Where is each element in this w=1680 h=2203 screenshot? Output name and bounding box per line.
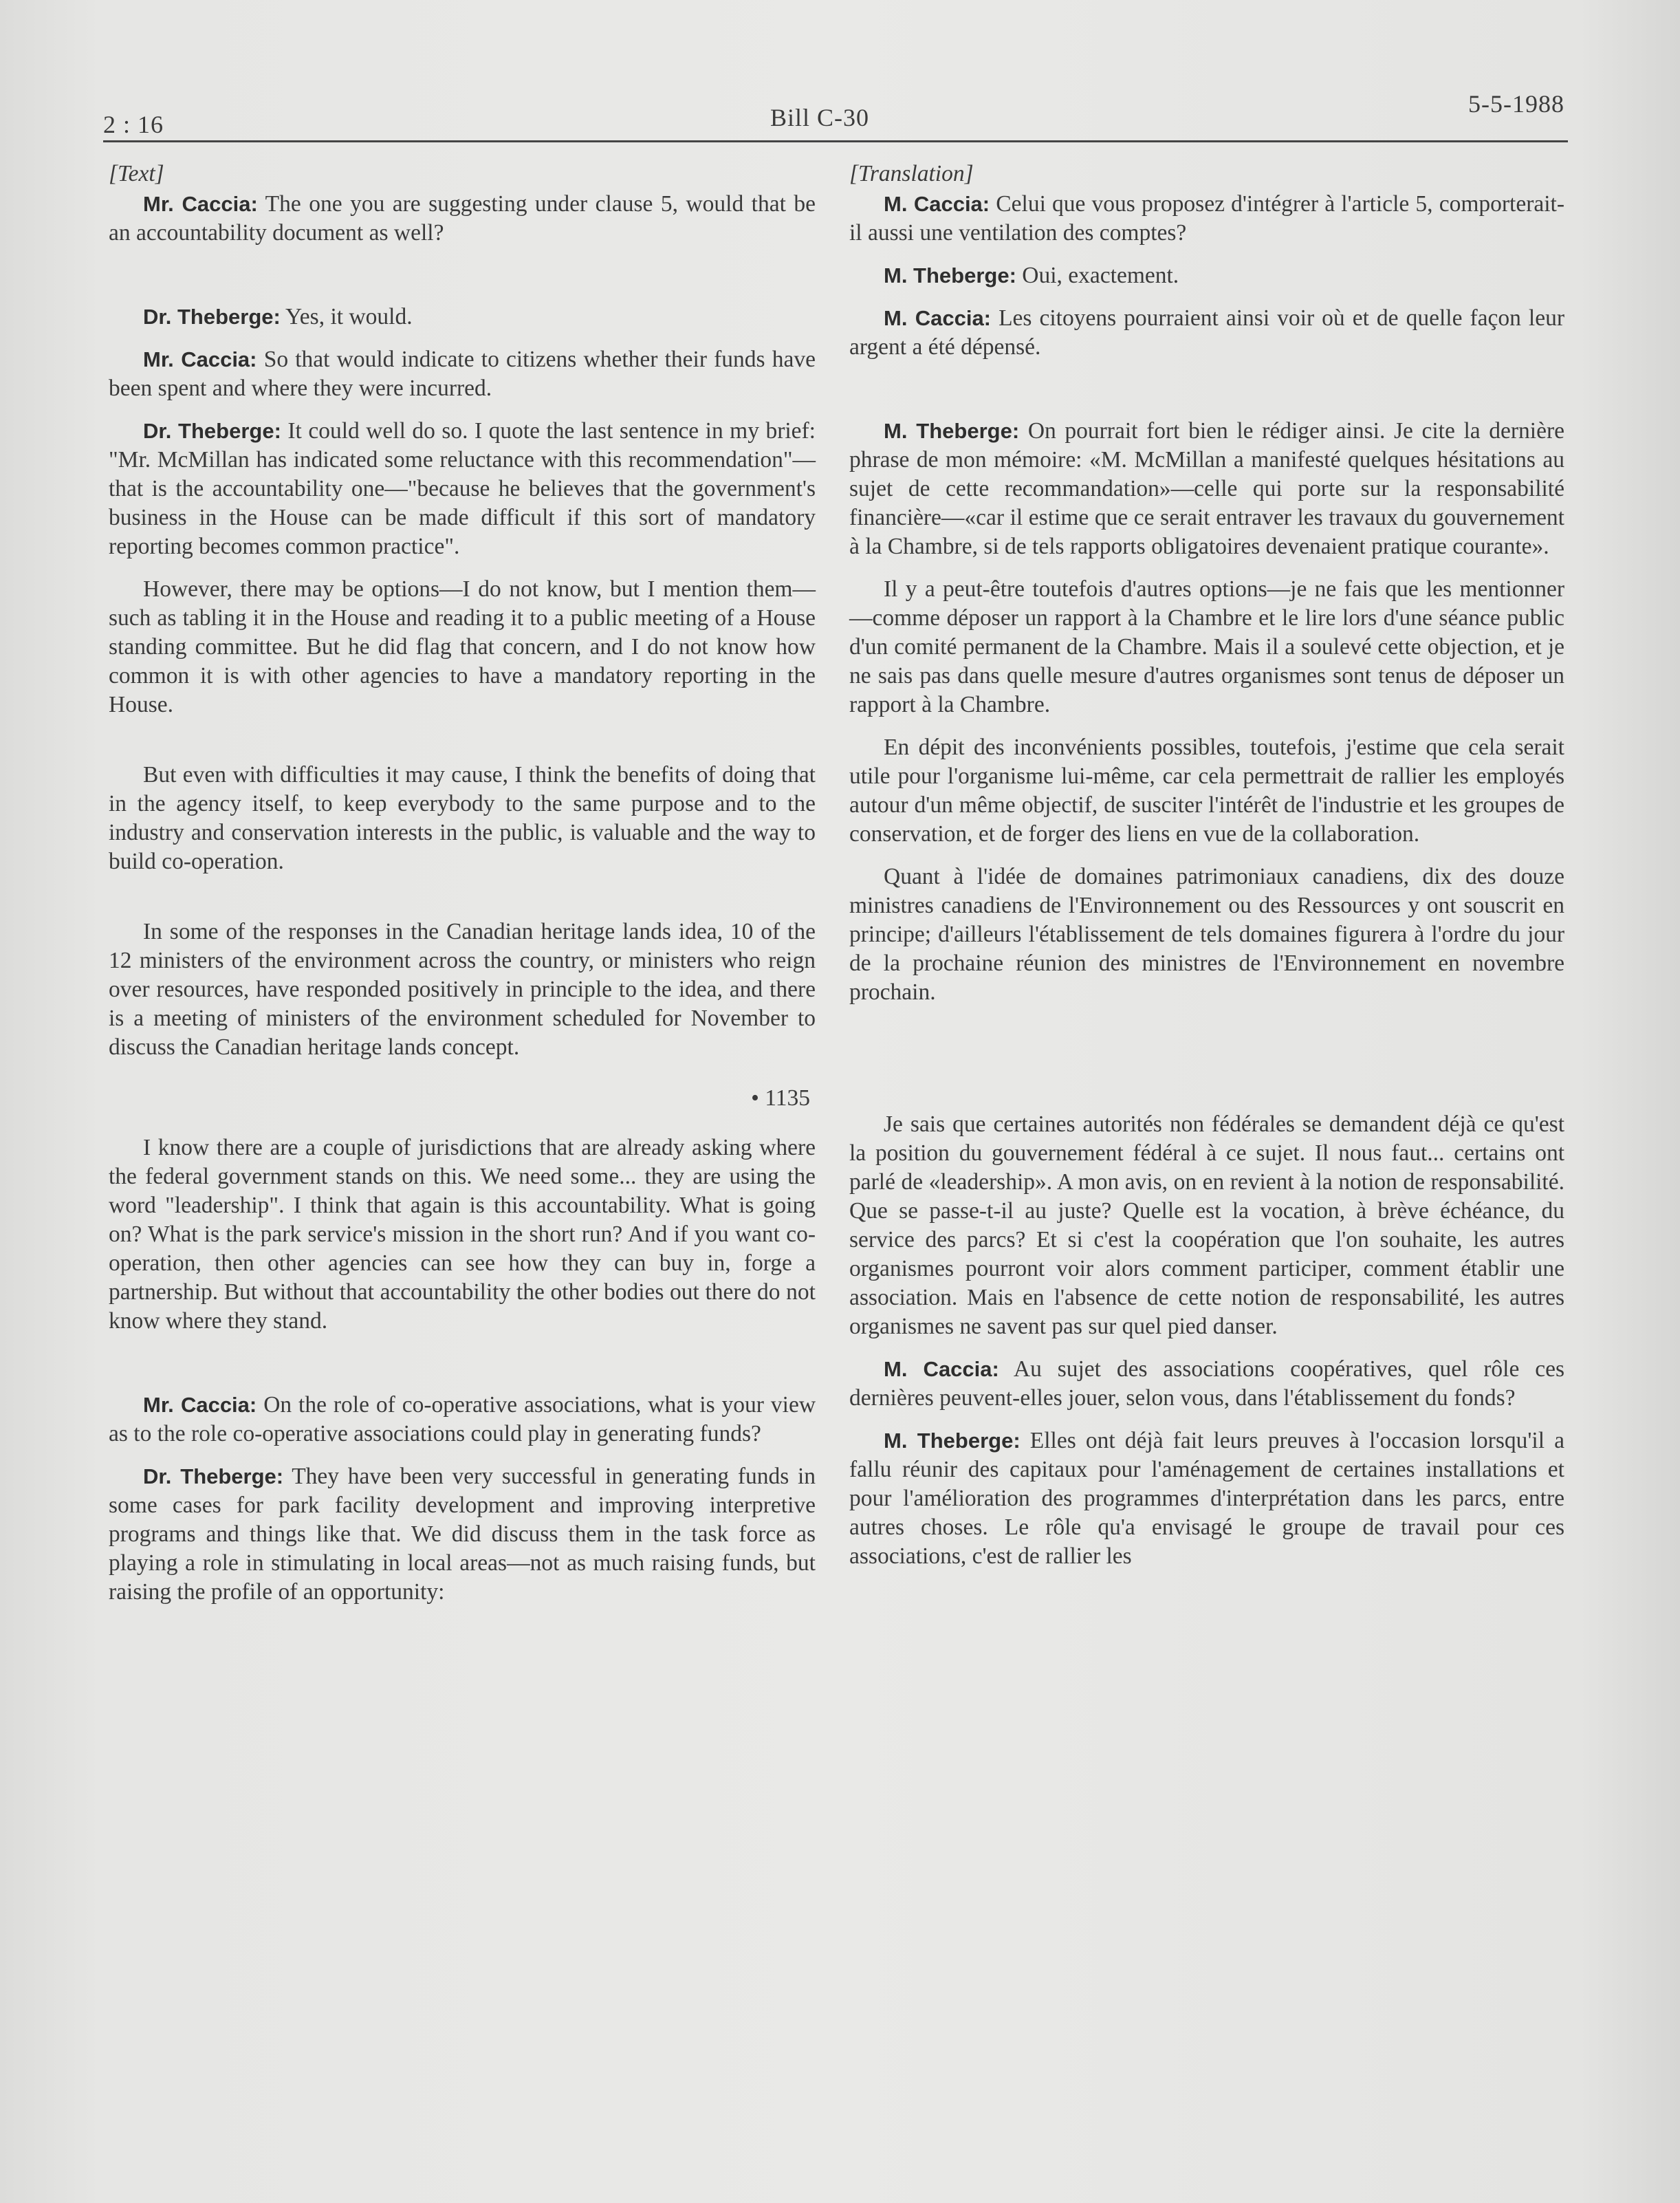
paragraph <box>109 1391 816 1448</box>
speaker-name: Mr. Caccia: <box>143 1393 257 1417</box>
paragraph <box>109 417 816 561</box>
paragraph-text: However, there may be options—I do not know, but I mention them—such as tabling it in the House and reading it to a public meeting of a House standing committee. But he did flag that concern, and I do not know how common it is with other agencies to have a mandatory reporting in the House. <box>109 576 816 717</box>
paragraph-text: On pourrait fort bien le rédiger ainsi. Je cite la dernière phrase de mon mémoire: «M. McMillan a manifesté quelques hésitations au sujet de cette recommandation»—celle qui porte sur la responsabilité financière—«car il estime que ce serait entraver les travaux du gouvernement à la Chambre, si de tels rapports obligatoires devenaient pratique courante». <box>849 418 1565 559</box>
paragraph <box>849 1355 1564 1413</box>
paragraph <box>109 1462 816 1607</box>
paragraph <box>849 862 1564 1007</box>
paragraph <box>109 918 816 1062</box>
speaker-name: Dr. Theberge: <box>143 1464 284 1488</box>
speaker-name: Dr. Theberge: <box>143 305 281 329</box>
paragraph <box>109 345 816 403</box>
bill-title: Bill C-30 <box>770 104 870 131</box>
paragraph-text: Oui, exactement. <box>1022 263 1179 288</box>
paragraph-text: Yes, it would. <box>285 304 413 329</box>
paragraph-text: Les citoyens pourraient ainsi voir où et de quelle façon leur argent a été dépensé. <box>849 305 1565 360</box>
time-marker: • 1135 <box>751 1085 810 1111</box>
page-number: 2 : 16 <box>103 111 164 138</box>
paragraph-text: En dépit des inconvénients possibles, toutefois, j'estime que cela serait utile pour l'organisme lui-même, car cela permettrait de rallier les employés autour d'un même objectif, de susciter l'intérêt de l'industrie et les groupes de conservation, et de forger des liens en vue de la collaboration. <box>849 735 1564 847</box>
speaker-name: Mr. Caccia: <box>143 347 257 371</box>
paragraph-text: The one you are suggesting under clause 5, would that be an accountability document as well? <box>109 191 816 246</box>
speaker-name: M. Caccia: <box>884 192 990 216</box>
paragraph <box>849 190 1564 248</box>
paragraph-text: Il y a peut-être toutefois d'autres options—je ne fais que les mentionner—comme déposer un rapport à la Chambre et le lire lors d'une séance public d'un comité permanent de la Chambre. Mais il a soulevé cette objection, et je ne sais pas dans quelle mesure d'autres organismes sont tenus de déposer un rapport à la Chambre. <box>849 576 1564 717</box>
speaker-name: M. Caccia: <box>884 1357 999 1381</box>
paragraph <box>109 575 816 719</box>
paragraph <box>849 1426 1564 1571</box>
speaker-name: M. Theberge: <box>884 1429 1021 1453</box>
french-column <box>849 160 1564 1571</box>
translation-label: [Translation] <box>849 161 974 186</box>
speaker-name: M. Theberge: <box>884 419 1020 443</box>
speaker-name: M. Caccia: <box>884 306 992 330</box>
paragraph-text: They have been very successful in generating funds in some cases for park facility development and improving interpretive programs and things like that. We did discuss them in the task force as playing a role in stimulating in local areas—not as much raising funds, but raising the profile of an opportunity: <box>109 1464 816 1605</box>
text-label: [Text] <box>109 161 164 186</box>
paragraph <box>849 261 1564 290</box>
paragraph <box>849 304 1564 362</box>
paragraph-text: Quant à l'idée de domaines patrimoniaux canadiens, dix des douze ministres canadiens de l'Environnement ou des Ressources y ont souscrit en principe; d'ailleurs l'établissement de tels domaines figurera à l'ordre du jour de la prochaine réunion des ministres de l'Environnement en novembre prochain. <box>849 864 1564 1005</box>
paragraph <box>109 303 816 332</box>
paragraph <box>109 190 816 248</box>
paragraph-text: On the role of co-operative associations, what is your view as to the role co-operative associations could play in generating funds? <box>109 1392 816 1446</box>
paragraph <box>849 733 1564 849</box>
paragraph-text: In some of the responses in the Canadian heritage lands idea, 10 of the 12 ministers of the environment across the country, or ministers who reign over resources, have responded positively in principle to the idea, and there is a meeting of ministers of the environment scheduled for November to discuss the Canadian heritage lands concept. <box>109 919 816 1060</box>
paragraph-text: Celui que vous proposez d'intégrer à l'article 5, comporterait-il aussi une ventilation des comptes? <box>849 191 1564 246</box>
speaker-name: Mr. Caccia: <box>143 192 258 216</box>
header-rule <box>103 140 1568 142</box>
paragraph <box>849 1110 1564 1341</box>
paragraph <box>109 761 816 876</box>
paragraph-text: But even with difficulties it may cause, I think the benefits of doing that in the agency itself, to keep everybody to the same purpose and to the industry and conservation interests in the public, is valuable and the way to build co-operation. <box>109 762 816 874</box>
paragraph-text: It could well do so. I quote the last sentence in my brief: "Mr. McMillan has indicated some reluctance with this recommendation"—that is the accountability one—"because he believes that the government's business in the House can be made difficult if this sort of mandatory reporting becomes common practice". <box>109 418 816 559</box>
paragraph <box>849 575 1564 719</box>
speaker-name: Dr. Theberge: <box>143 419 281 443</box>
paragraph <box>849 417 1564 561</box>
paragraph-text: I know there are a couple of jurisdictions that are already asking where the federal government stands on this. We need some... they are using the word "leadership". I think that again is this accountability. What is going on? What is the park service's mission in the short run? And if you want co-operation, then other agencies can see how they can buy in, forge a partnership. But without that accountability the other bodies out there do not know where they stand. <box>109 1135 816 1334</box>
speaker-name: M. Theberge: <box>884 263 1016 287</box>
paragraph-text: Je sais que certaines autorités non fédérales se demandent déjà ce qu'est la position du gouvernement fédéral à ce sujet. Il nous faut... certains ont parlé de «leadership». A mon avis, on en revient à la notion de responsabilité. Que se passe-t-il au juste? Quelle est la vocation, à brève échéance, du service des parcs? Et si c'est la coopération que l'on souhaite, les autres organismes pourront voir alors comment participer, comment établir une association. Mais en l'absence de cette notion de responsabilité, les autres organismes ne savent pas sur quel pied danser. <box>849 1111 1564 1339</box>
meeting-date: 5-5-1988 <box>1468 90 1564 118</box>
paragraph-text: Au sujet des associations coopératives, quel rôle ces dernières peuvent-elles jouer, selon vous, dans l'établissement du fonds? <box>849 1356 1565 1411</box>
english-column <box>109 160 816 1607</box>
paragraph-text: Elles ont déjà fait leurs preuves à l'occasion lorsqu'il a fallu réunir des capitaux pour l'aménagement de certaines installations et pour l'amélioration des programmes d'interprétation dans les parcs, entre autres choses. Le rôle qu'a envisagé le groupe de travail pour ces associations, c'est de rallier les <box>849 1428 1565 1569</box>
page-header <box>103 83 1564 144</box>
paragraph <box>109 1133 816 1336</box>
paragraph-text: So that would indicate to citizens whether their funds have been spent and where they were incurred. <box>109 347 816 401</box>
